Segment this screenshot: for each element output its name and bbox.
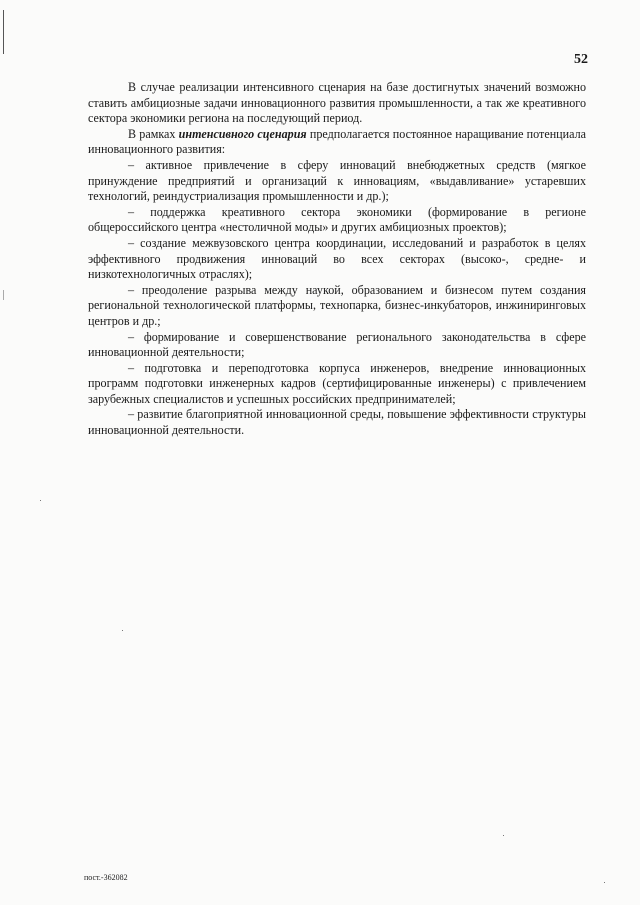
list-item: – активное привлечение в сферу инноваций внебюджетных средств (мягкое принуждение предприятий и организаций к инновациям, «выдавливание» устаревших технологий, реиндустриализация промышленности и др.); (88, 157, 586, 204)
list-item: – преодоление разрыва между наукой, образованием и бизнесом путем создания региональной технологической платформы, технопарка, бизнес-инкубаторов, инжиниринговых центров и др.; (88, 282, 586, 328)
list-item: – подготовка и переподготовка корпуса инженеров, внедрение инновационных программ подготовки инженерных кадров (сертифицированные инженеры) с привлечением зарубежных специалистов и успешных российских предпринимателей; (88, 360, 586, 406)
scan-speck (122, 630, 123, 631)
body-text (88, 80, 586, 439)
list-item: – формирование и совершенствование регионального законодательства в сфере инновационной деятельности; (88, 329, 586, 360)
scan-speck (503, 835, 504, 836)
scan-edge-mark (3, 290, 4, 300)
list-item: – создание межвузовского центра координации, исследований и разработок в целях эффективного продвижения инноваций во всех секторах (высоко-, средне- и низкотехнологичных отраслях); (88, 235, 586, 282)
page-number: 52 (574, 52, 588, 67)
list-item: – развитие благоприятной инновационной среды, повышение эффективности структуры инновационной деятельности. (88, 407, 586, 438)
footer-document-code: пост.-362082 (84, 873, 128, 882)
scenario-emphasis: интенсивного сценария (178, 126, 307, 141)
scenario-tail-text: предполагается постоянное наращивание потенциала инновационного развития: (88, 126, 586, 157)
scan-speck (604, 882, 605, 883)
scan-speck (40, 500, 41, 501)
paragraph-scenario (88, 127, 586, 158)
list-item: – поддержка креативного сектора экономики (формирование в регионе общероссийского центра «нестоличной моды» и других амбициозных проектов); (88, 204, 586, 235)
paragraph-intro: В случае реализации интенсивного сценария на базе достигнутых значений возможно ставить амбициозные задачи инновационного развития промышленности, а так же креативного сектора экономики региона на последующий период. (88, 80, 586, 126)
scan-edge-line (3, 10, 4, 54)
scenario-lead-text: В рамках (128, 126, 179, 141)
